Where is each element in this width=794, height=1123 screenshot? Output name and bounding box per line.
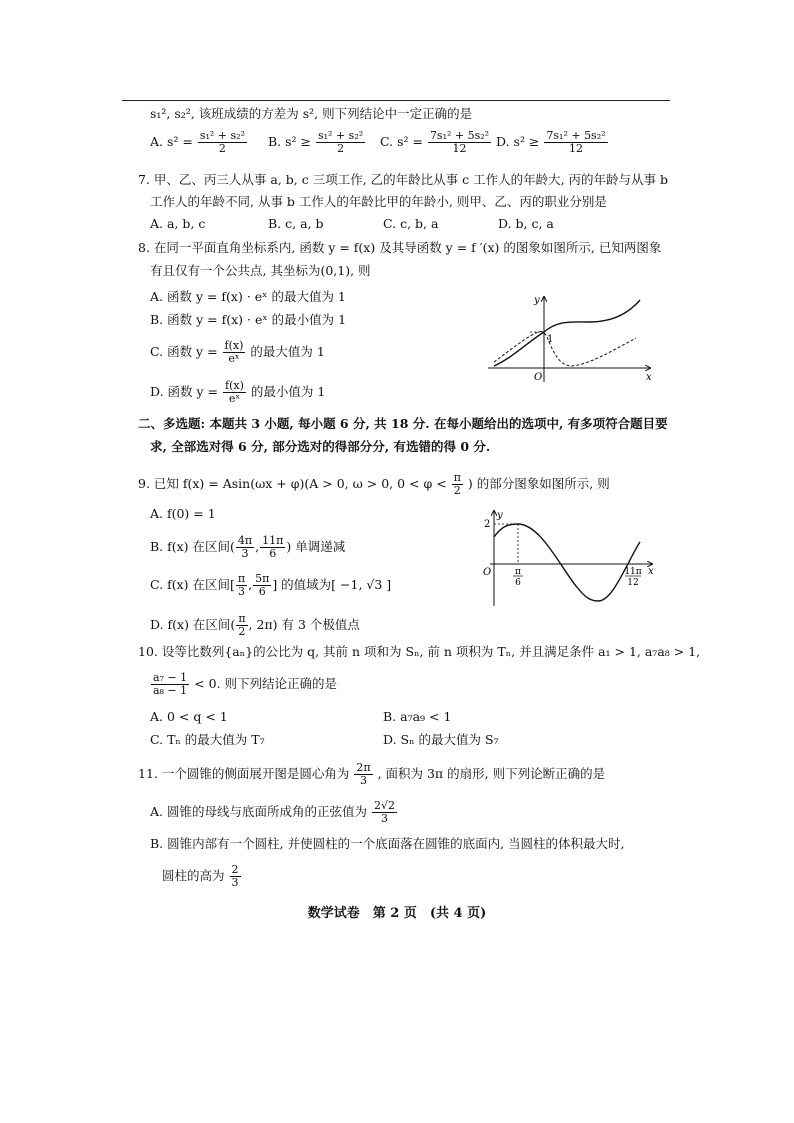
q11-option-a: A. 圆锥的母线与底面所成角的正弦值为 $\frac{2√2}{3}$ [150, 799, 395, 825]
header-rule [122, 100, 670, 101]
q9-tick1-den: 6 [515, 578, 521, 588]
q8-stem-line2: 有且仅有一个公共点, 其坐标为(0,1), 则 [150, 263, 371, 278]
q8-curve-f [494, 300, 640, 366]
q9-max-label: 2 [484, 519, 491, 530]
q9-tick1-num: π [515, 567, 521, 577]
q10-stem-line1: 10. 设等比数列{aₙ}的公比为 q, 其前 n 项和为 Sₙ, 前 n 项积为 Tₙ, 并且满足条件 a₁ > 1, a₇a₈ > 1, [138, 644, 701, 659]
q9-option-a: A. f(0) = 1 [150, 506, 216, 521]
q11-stem-fraction: $\frac{2\pi}{3}$ [356, 761, 371, 787]
page-footer: 数学试卷 第 2 页 (共 4 页) [307, 906, 487, 921]
q6-option-c-fraction: $\frac{\text{7s₁² + 5s₂²}}{12}$ [429, 129, 490, 155]
q6-stem: s₁², s₂², 该班成绩的方差为 s², 则下列结论中一定正确的是 [150, 106, 473, 121]
q9-tick2-den: 12 [627, 578, 639, 588]
q7-option-a: A. a, b, c [150, 216, 206, 231]
q7-option-b: B. c, a, b [268, 216, 324, 231]
q9-option-d: D. f(x) 在区间( $\frac{\pi}{2}$ , 2π) 有 3 个极值点 [150, 612, 360, 638]
q8-curve-f-prime [494, 332, 636, 367]
q10-option-c: C. Tₙ 的最大值为 T₇ [150, 732, 265, 747]
q9-tick2-num: 11π [624, 567, 642, 577]
q9-x-label: x [648, 566, 654, 577]
q6-option-b: B. s² ≥ $\frac{\text{s₁² + s₂²}}{2}$ [268, 129, 364, 155]
q8-x-label: x [646, 372, 652, 383]
q6-option-a: A. s² = $\frac{\text{s₁² + s₂²}}{2}$ [150, 129, 245, 155]
q11-stem: 11. 一个圆锥的侧面展开图是圆心角为 $\frac{2\pi}{3}$ , 面积为 3π 的扇形, 则下列论断正确的是 [138, 761, 606, 787]
q6-option-d-fraction: $\frac{\text{7s₁² + 5s₂²}}{12}$ [546, 129, 606, 155]
q8-option-c-fraction: $\frac{f(x)}{\text{eˣ}}$ [224, 339, 244, 365]
q10-fraction: $\frac{\text{a₇ − 1}}{\text{a₈ − 1}}$ [153, 671, 188, 697]
q7-option-d: D. b, c, a [498, 216, 554, 231]
q6-option-d: D. s² ≥ $\frac{\text{7s₁² + 5s₂²}}{12}$ [496, 129, 606, 155]
q9-origin-label: O [483, 567, 492, 578]
q7-stem-line1: 7. 甲、乙、丙三人从事 a, b, c 三项工作, 乙的年龄比从事 c 工作人的年龄大, 丙的年龄与从事 b [138, 172, 669, 187]
q10-option-d: D. Sₙ 的最大值为 S₇ [383, 732, 499, 747]
q8-stem-line1: 8. 在同一平面直角坐标系内, 函数 y = f(x) 及其导函数 y = f ′(x) 的图象如图所示, 已知两图象 [138, 240, 662, 255]
q8-option-d-fraction: $\frac{f(x)}{\text{eˣ}}$ [225, 379, 244, 405]
q11-option-b-fraction: $\frac{2}{3}$ [231, 863, 239, 889]
q10-option-b: B. a₇a₉ < 1 [383, 709, 452, 724]
q9-option-b: B. f(x) 在区间( $\frac{4\pi}{3}$ , $\frac{11\pi}{6}$ ) 单调递减 [150, 534, 346, 560]
q8-option-d: D. 函数 y = $\frac{f(x)}{\text{eˣ}}$ 的最小值为 1 [150, 379, 326, 405]
q9-option-c: C. f(x) 在区间[ $\frac{\pi}{3}$ , $\frac{5\pi}{6}$ ] 的值域为[ −1, √3 ] [150, 572, 392, 598]
q6-option-c: C. s² = $\frac{\text{7s₁² + 5s₂²}}{12}$ [380, 129, 490, 155]
q10-option-a: A. 0 < q < 1 [150, 709, 228, 724]
q11-option-b-line1: B. 圆锥内部有一个圆柱, 并使圆柱的一个底面落在圆锥的底面内, 当圆柱的体积最大时, [150, 836, 625, 851]
q9-stem-fraction: $\frac{\pi}{2}$ [453, 471, 461, 497]
q11-option-a-fraction: $\frac{2√2}{3}$ [373, 799, 395, 825]
q8-point-label: 1 [547, 334, 554, 345]
q8-option-c: C. 函数 y = $\frac{f(x)}{\text{eˣ}}$ 的最大值为 1 [150, 339, 325, 365]
q8-y-label: y [534, 295, 540, 306]
q6-option-b-fraction: $\frac{\text{s₁² + s₂²}}{2}$ [318, 129, 364, 155]
q9-sine-curve [494, 524, 640, 601]
q11-option-b-line2: 圆柱的高为 $\frac{2}{3}$ [162, 863, 239, 889]
q8-option-a: A. 函数 y = f(x) · eˣ 的最大值为 1 [150, 289, 346, 304]
q10-stem-line2: $\frac{\text{a₇ − 1}}{\text{a₈ − 1}}$ < 0. 则下列结论正确的是 [153, 671, 338, 697]
q7-stem-line2: 工作人的年龄不同, 从事 b 工作人的年龄比甲的年龄小, 则甲、乙、丙的职业分别是 [150, 194, 607, 209]
section2-heading-line1: 二、多选题: 本题共 3 小题, 每小题 6 分, 共 18 分. 在每小题给出的选项中, 有多项符合题目要 [138, 416, 668, 431]
q8-graph [486, 292, 656, 384]
q6-option-a-fraction: $\frac{\text{s₁² + s₂²}}{2}$ [199, 129, 245, 155]
section2-heading-line2: 求, 全部选对得 6 分, 部分选对的得部分分, 有选错的得 0 分. [150, 439, 491, 454]
q7-option-c: C. c, b, a [383, 216, 439, 231]
q9-graph [480, 508, 660, 608]
q8-origin-label: O [534, 372, 543, 383]
q9-y-label: y [497, 510, 503, 521]
q9-stem: 9. 已知 f(x) = Asin(ωx + φ)(A > 0, ω > 0, 0 < φ < $\frac{\pi}{2}$ ) 的部分图象如图所示, 则 [138, 471, 610, 497]
q8-option-b: B. 函数 y = f(x) · eˣ 的最小值为 1 [150, 312, 347, 327]
